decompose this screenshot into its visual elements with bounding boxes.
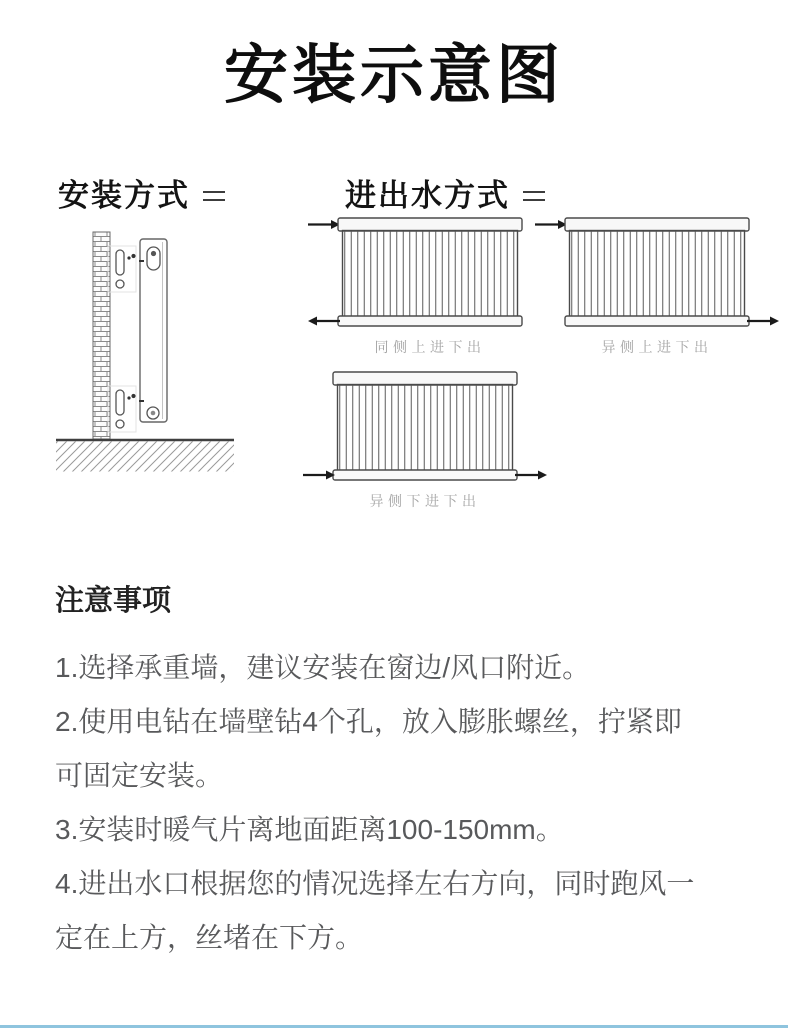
diagram-label: 同侧上进下出 — [374, 339, 486, 355]
precaution-item: 1.选择承重墙，建议安装在窗边/风口附近。 — [55, 652, 591, 683]
diagram-same-side-top-in-bottom-out — [305, 214, 555, 357]
flow-in-arrow-icon — [303, 471, 335, 480]
flow-in-arrow-icon — [535, 220, 567, 229]
radiator-panel-side — [140, 239, 167, 422]
precautions-section — [55, 578, 703, 965]
double-line-icon — [523, 191, 545, 201]
section-title-install: 安装方式 — [58, 178, 190, 213]
diagram-label: 异侧下进下出 — [369, 493, 481, 509]
precaution-item: 3.安装时暖气片离地面距离100-150mm。 — [55, 814, 564, 845]
flow-out-arrow-icon — [515, 471, 547, 480]
diagram-label: 异侧上进下出 — [601, 339, 713, 355]
radiator-front-view — [532, 214, 782, 330]
lower-mounting-bracket — [108, 386, 144, 432]
upper-mounting-bracket — [108, 246, 144, 292]
diagram-opposite-side-bottom-in-bottom-out — [300, 368, 550, 511]
double-line-icon — [203, 191, 225, 201]
precaution-item: 2.使用电钻在墙壁钻4个孔，放入膨胀螺丝，拧紧即可固定安装。 — [55, 706, 682, 791]
page-title: 安装示意图 — [224, 39, 564, 111]
precaution-item: 4.进出水口根据您的情况选择左右方向，同时跑风一定在上方，丝堵在下方。 — [55, 868, 695, 953]
section-header-water — [345, 170, 545, 215]
precautions-title: 注意事项 — [55, 585, 172, 617]
ground-hatch — [56, 442, 234, 472]
brick-wall — [93, 232, 110, 439]
diagram-opposite-side-top-in-bottom-out — [532, 214, 782, 357]
flow-in-arrow-icon — [308, 220, 340, 229]
flow-out-arrow-icon — [308, 317, 340, 326]
section-title-water: 进出水方式 — [345, 178, 510, 213]
radiator-front-view — [305, 214, 555, 330]
wall-mount-diagram — [50, 206, 240, 489]
wall-mount-side-view — [50, 206, 240, 484]
radiator-front-view — [300, 368, 550, 484]
hanging-slot — [147, 247, 160, 270]
slot-hole — [151, 251, 156, 256]
flow-out-arrow-icon — [747, 317, 779, 326]
